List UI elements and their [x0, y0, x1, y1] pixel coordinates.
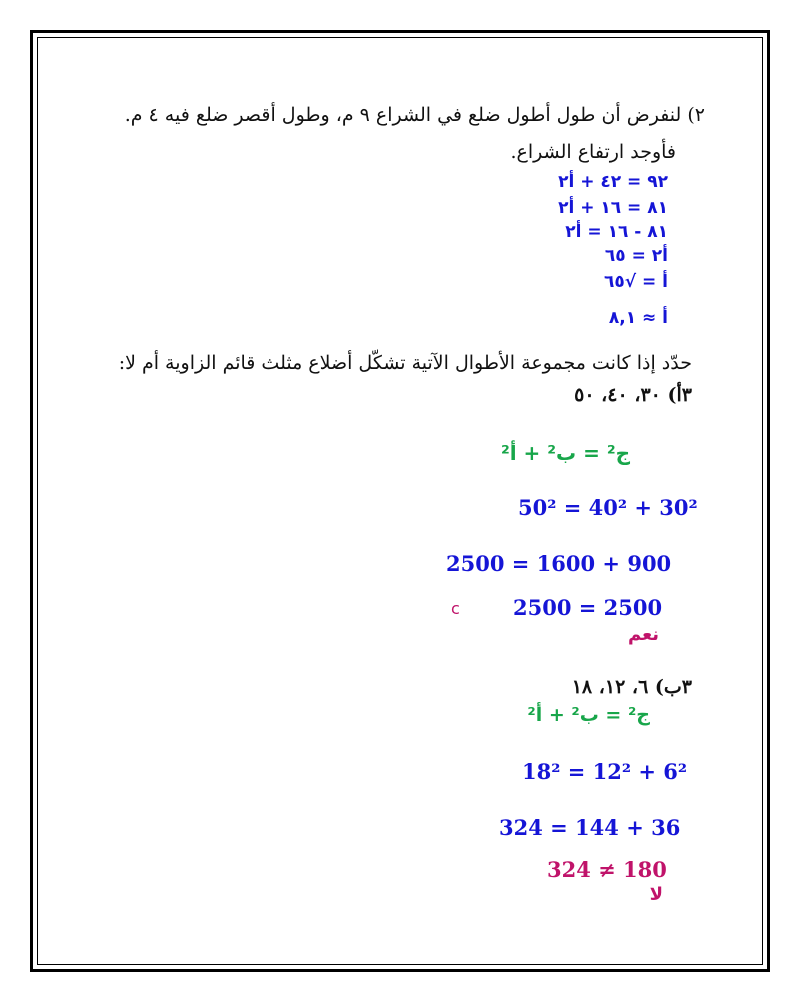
part-a-label: ٣أ) ٣٠، ٤٠، ٥٠ [574, 384, 692, 406]
part-a-step-2: 2500 = 1600 + 900 [446, 551, 672, 576]
problem2-line2: فأوجد ارتفاع الشراع. [510, 141, 676, 163]
part-a-check-mark: c [451, 599, 460, 618]
problem2-step-4: أ٢ = ٦٥ [604, 246, 668, 266]
part-b-answer: لا [649, 884, 663, 905]
part-a-formula: ج² = ب² + أ² [500, 441, 630, 465]
part-a-answer: نعم [627, 624, 659, 645]
problem2-step-5: أ = √٦٥ [603, 272, 668, 292]
problem2-step-6: أ ≈ ٨,١ [608, 308, 668, 328]
part-a-step-3: 2500 = 2500 [513, 595, 663, 620]
problem2-step-1: ٩٢ = ٤٢ + أ٢ [558, 172, 668, 192]
problem2-step-2: ٨١ = ١٦ + أ٢ [558, 198, 668, 218]
part-a-step-1: 50² = 40² + 30² [518, 495, 698, 520]
part-b-step-2: 324 = 144 + 36 [499, 815, 681, 840]
part-b-label: ٣ب) ٦، ١٢، ١٨ [571, 676, 692, 698]
part-b-formula: ج² = ب² + أ² [527, 704, 650, 726]
problem2-step-3: ٨١ - ١٦ = أ٢ [565, 222, 668, 242]
problem2-line1: ٢) لنفرض أن طول أطول ضلع في الشراع ٩ م، وطول أقصر ضلع فيه ٤ م. [124, 104, 705, 126]
part-b-step-3: 324 ≠ 180 [547, 857, 667, 882]
part-b-step-1: 18² = 12² + 6² [522, 759, 688, 784]
instruction-text: حدّد إذا كانت مجموعة الأطوال الآتية تشكّل أضلاع مثلث قائم الزاوية أم لا: [118, 352, 692, 374]
